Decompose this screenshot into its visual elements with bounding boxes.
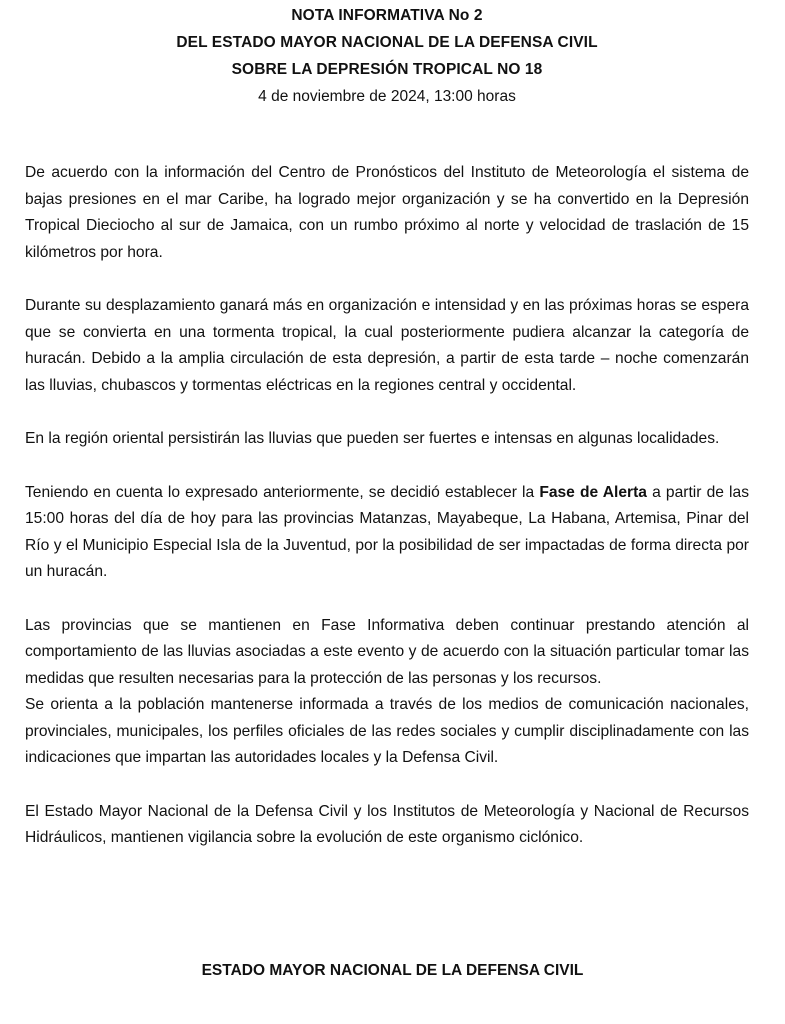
document-body bbox=[25, 160, 749, 852]
signature-block: ESTADO MAYOR NACIONAL DE LA DEFENSA CIVIL bbox=[201, 962, 584, 979]
paragraph-forecast-center: De acuerdo con la información del Centro de Pronósticos del Instituto de Meteorología el sistema de bajas presiones en el mar Caribe, ha logrado mejor organización y se ha convertido en la Depresión Tropical Dieciocho al sur de Jamaica, con un rumbo próximo al norte y velocidad de traslación de 15 kilómetros por hora. bbox=[25, 164, 749, 261]
paragraph-informative-phase: Las provincias que se mantienen en Fase Informativa deben continuar prestando atención al comportamiento de las lluvias asociadas a este evento y de acuerdo con la situación particular tomar las medidas que resulten necesarias para la protección de las personas y los recursos. bbox=[25, 616, 749, 687]
alert-phase-text-after: a partir de las 15:00 horas del día de hoy para las provincias Matanzas, Mayabeque, La Habana, Artemisa, Pinar del Río y el Municipio Especial Isla de la Juventud, por la posibilidad de ser impactadas de forma directa por un huracán. bbox=[25, 483, 749, 580]
document-title: NOTA INFORMATIVA No 2 bbox=[291, 7, 483, 24]
issuing-body: DEL ESTADO MAYOR NACIONAL DE LA DEFENSA CIVIL bbox=[176, 34, 598, 51]
paragraph-eastern-region: En la región oriental persistirán las lluvias que pueden ser fuertes e intensas en algunas localidades. bbox=[25, 430, 720, 447]
alert-phase-text-before: Teniendo en cuenta lo expresado anteriormente, se decidió establecer la bbox=[25, 483, 540, 501]
paragraph-alert-phase bbox=[25, 480, 749, 586]
document-date: 4 de noviembre de 2024, 13:00 horas bbox=[258, 88, 516, 105]
document-header bbox=[25, 0, 749, 110]
alert-phase-label: Fase de Alerta bbox=[539, 483, 647, 501]
paragraph-displacement: Durante su desplazamiento ganará más en organización e intensidad y en las próximas horas se espera que se convierta en una tormenta tropical, la cual posteriormente pudiera alcanzar la categoría de huracán. Debido a la amplia circulación de esta depresión, a partir de esta tarde – noche comenzarán las lluvias, chubascos y tormentas eléctricas en la regiones central y occidental. bbox=[25, 297, 749, 394]
document-subject: SOBRE LA DEPRESIÓN TROPICAL NO 18 bbox=[231, 61, 543, 78]
paragraph-population-guidance: Se orienta a la población mantenerse informada a través de los medios de comunicación nacionales, provinciales, municipales, los perfiles oficiales de las redes sociales y cumplir disciplinadamente con las indicaciones que impartan las autoridades locales y la Defensa Civil. bbox=[25, 696, 749, 766]
paragraph-surveillance: El Estado Mayor Nacional de la Defensa Civil y los Institutos de Meteorología y Nacional de Recursos Hidráulicos, mantienen vigilancia sobre la evolución de este organismo ciclónico. bbox=[25, 802, 749, 846]
